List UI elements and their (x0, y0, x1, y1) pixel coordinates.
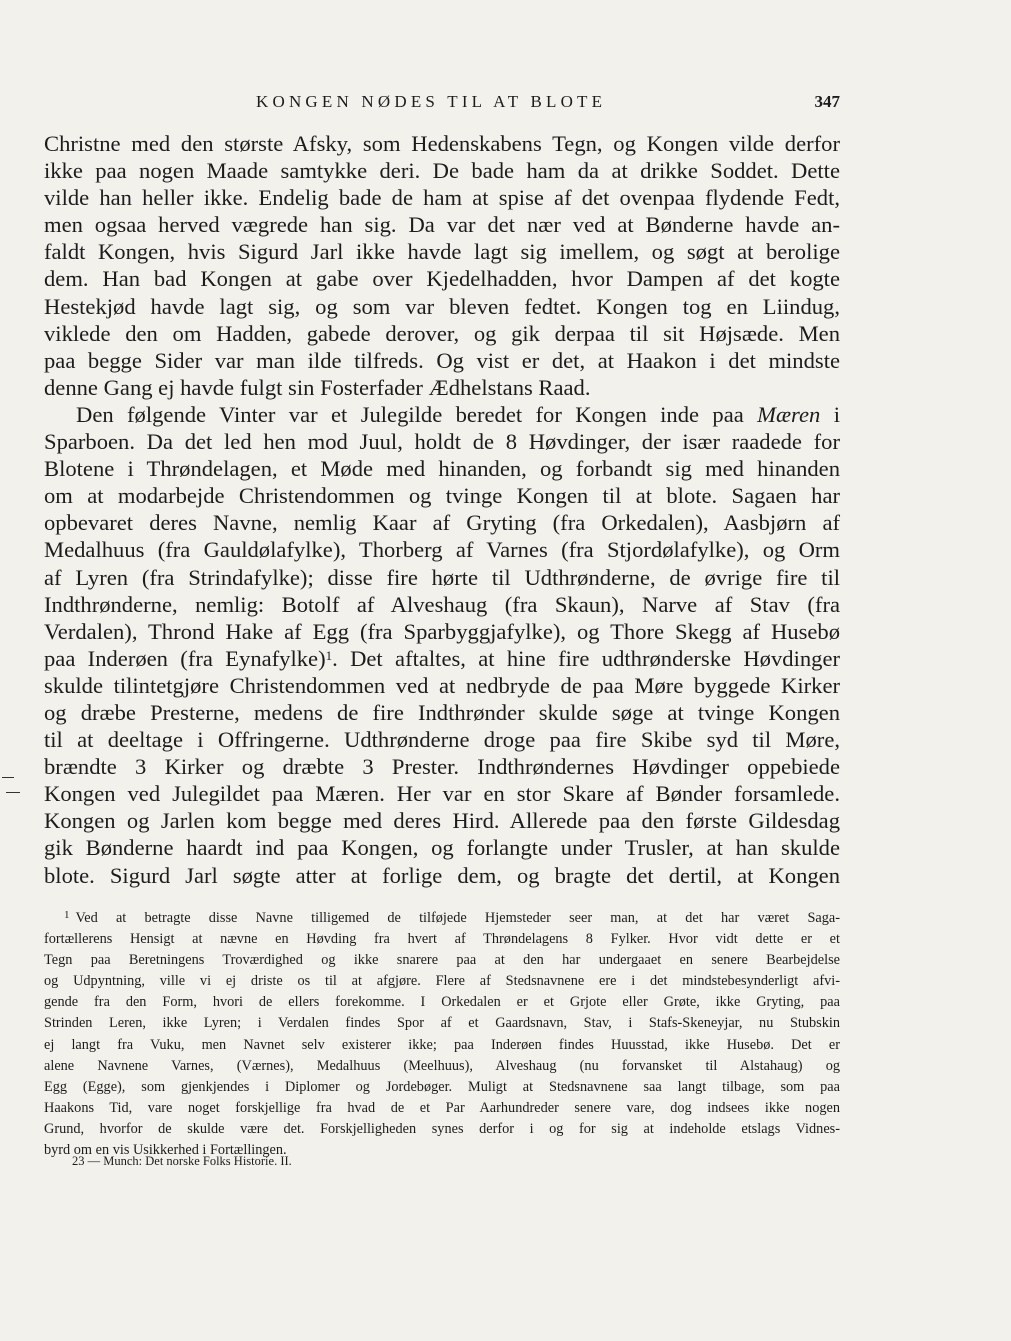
text-span: i (833, 401, 840, 427)
footnote-line: byrd om en vis Usikkerhed i Fortællingen. (44, 1142, 287, 1159)
page-number: 347 (814, 92, 840, 111)
text-line: vilde han heller ikke. Endelig bade de ham at spise af det ovenpaa flydende Fedt, (44, 185, 840, 211)
text-line: men ogsaa herved vægrede han sig. Da var det nær ved at Bønderne havde an- (44, 212, 840, 238)
text-line: paa begge Sider var man ilde tilfreds. Og vist er det, at Haakon i det mindste (44, 347, 840, 373)
margin-mark (2, 777, 14, 778)
printer-signature: 23 — Munch: Det norske Folks Historie. II. (72, 1154, 292, 1168)
text-line: dem. Han bad Kongen at gabe over Kjedelhadden, hvor Dampen af det kogte (44, 266, 840, 292)
text-line: gik Bønderne haardt ind paa Kongen, og forlangte under Trusler, at han skulde (44, 835, 840, 861)
text-line: Blotene i Thrøndelagen, et Møde med hinanden, og forbandt sig med hinanden (44, 456, 840, 482)
footnote-line: Tegn paa Beretningens Troværdighed og ikke snarere paa at den har undergaaet en senere Bearbejdelse (44, 952, 840, 969)
text-line: Kongen ved Julegildet paa Mæren. Her var en stor Skare af Bønder forsamlede. (44, 781, 840, 807)
text-line: til at deeltage i Offringerne. Udthrønderne droge paa fire Skibe syd til Møre, (44, 727, 840, 753)
text-line (44, 645, 840, 672)
footnote-line: Strinden Leren, ikke Lyren; i Verdalen findes Spor af et Gaardsnavn, Stav, i Stafs-Skeneyjar, nu Stubskin (44, 1015, 840, 1032)
footnote-line: Egg (Egge), som gjenkjendes i Diplomer og Jordebøger. Muligt at Stedsnavnene saa langt tilbage, som paa (44, 1078, 840, 1095)
text-line: Hestekjød havde lagt sig, og som var bleven fedtet. Kongen tog en Liindug, (44, 293, 840, 319)
footnote-line: Grund, hvorfor de skulde være det. Forskjelligheden synes derfor i og for sig at indeholde etslags Vidnes- (44, 1120, 840, 1137)
text-line: skulde tilintetgjøre Christendommen ved at nedbryde de paa Møre byggede Kirker (44, 672, 840, 698)
text-line: blote. Sigurd Jarl søgte atter at forlige dem, og bragte det dertil, at Kongen (44, 862, 840, 888)
margin-mark (6, 792, 20, 793)
footnote-line: fortællerens Hensigt at nævne en Høvding fra hvert af Thrøndelagens 8 Fylker. Hvor vidt dette er et (44, 931, 840, 948)
text-line: om at modarbejde Christendommen og tvinge Kongen til at blote. Sagaen har (44, 483, 840, 509)
footnote-line: ej langt fra Vuku, men Navnet selv existerer ikke; paa Inderøen findes Huusstad, ikke Husebø. Det er (44, 1036, 840, 1053)
text-line: denne Gang ej havde fulgt sin Fosterfader Ædhelstans Raad. (44, 374, 591, 400)
footnote-line: Haakons Tid, vare noget forskjellige fra hvad de et Par Aarhundreder senere vare, dog indsees ikke nogen (44, 1099, 840, 1116)
text-line (44, 401, 840, 428)
text-line: og dræbe Presterne, medens de fire Indthrønder skulde søge at tvinge Kongen (44, 699, 840, 725)
text-span: paa Inderøen (fra Eynafylke) (44, 645, 326, 671)
main-text (44, 130, 840, 889)
text-line: ikke paa nogen Maade samtykke deri. De bade ham da at drikke Soddet. Dette (44, 158, 840, 184)
footnote-line: alene Navnene Varnes, (Værnes), Medalhuus (Meelhuus), Alveshaug (nu forvansket til Alstahaug) og (44, 1057, 840, 1074)
footnote (44, 905, 840, 1161)
text-line: Kongen og Jarlen kom begge med deres Hird. Allerede paa den første Gildesdag (44, 808, 840, 834)
italic-place-name: Mæren (757, 401, 821, 427)
text-line: Christne med den største Afsky, som Hedenskabens Tegn, og Kongen vilde derfor (44, 131, 840, 156)
text-line: Sparboen. Da det led hen mod Juul, holdt de 8 Høvdinger, der især raadede for (44, 429, 840, 455)
text-line: Verdalen), Thrond Hake af Egg (fra Sparbyggjafylke), og Thore Skegg af Husebø (44, 618, 840, 644)
text-span: Ved at betragte disse Navne tilligemed de tilføjede Hjemsteder seer man, at det har været Saga- (75, 910, 840, 926)
text-line: Medalhuus (fra Gauldølafylke), Thorberg af Varnes (fra Stjordølafylke), og Orm (44, 537, 840, 563)
text-line: viklede den om Hadden, gabede derover, og gik derpaa til sit Højsæde. Men (44, 320, 840, 346)
footnote-line: og Udpyntning, ville vi ej driste os til at afgjøre. Flere af Stedsnavnene ere i det mindstebesynderligt afvi- (44, 973, 840, 990)
footnote-line: gende fra den Form, hvori de ellers forekomme. I Orkedalen er et Grjote eller Grøte, ikke Gryting, paa (44, 994, 840, 1011)
running-title: KONGEN NØDES TIL AT BLOTE (256, 92, 607, 111)
footnote-line (44, 905, 840, 929)
text-span: . Det aftaltes, at hine fire udthrønderske Høvdinger (332, 645, 840, 671)
footnote-marker[interactable]: 1 (325, 647, 333, 663)
text-line: brændte 3 Kirker og dræbte 3 Prester. Indthrøndernes Høvdinger oppebiede (44, 754, 840, 780)
running-header (44, 92, 840, 114)
text-line: opbevaret deres Navne, nemlig Kaar af Gryting (fra Orkedalen), Aasbjørn af (44, 510, 840, 536)
text-span: Den følgende Vinter var et Julegilde beredet for Kongen inde paa (76, 401, 744, 427)
text-line: faldt Kongen, hvis Sigurd Jarl ikke havde lagt sig imellem, og søgt at berolige (44, 239, 840, 265)
text-line: af Lyren (fra Strindafylke); disse fire hørte til Udthrønderne, de øvrige fire til (44, 564, 840, 590)
text-line: Indthrønderne, nemlig: Botolf af Alveshaug (fra Skaun), Narve af Stav (fra (44, 591, 840, 617)
footnote-number: 1 (64, 909, 70, 921)
